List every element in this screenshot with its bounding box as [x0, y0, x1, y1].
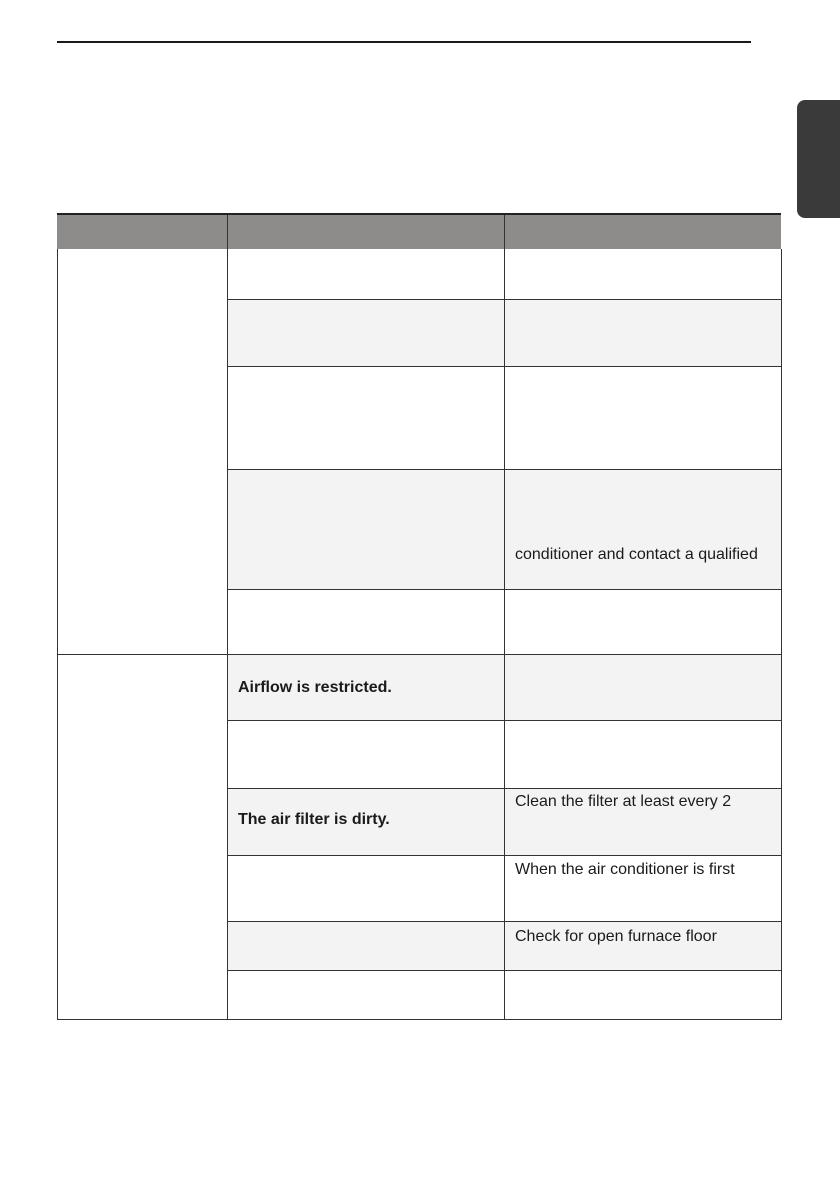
table-right-border: [781, 249, 782, 1019]
column-divider: [504, 249, 505, 1019]
header-divider: [504, 215, 505, 249]
solution-text: Check for open furnace floor: [515, 928, 717, 945]
cause-text: The air filter is dirty.: [238, 811, 390, 828]
solution-text: conditioner and contact a qualified: [515, 546, 758, 563]
solution-text: When the air conditioner is first: [515, 861, 735, 878]
table-bottom: [57, 1019, 782, 1020]
group-divider: [57, 654, 781, 655]
cause-text: Airflow is restricted.: [238, 679, 392, 696]
solution-text: Clean the filter at least every 2: [515, 793, 732, 810]
table-header-row: [57, 213, 781, 249]
table-left-border: [57, 249, 58, 1019]
top-rule: [57, 41, 751, 43]
language-tab: [797, 100, 840, 218]
column-divider: [227, 249, 228, 1019]
header-divider: [227, 215, 228, 249]
